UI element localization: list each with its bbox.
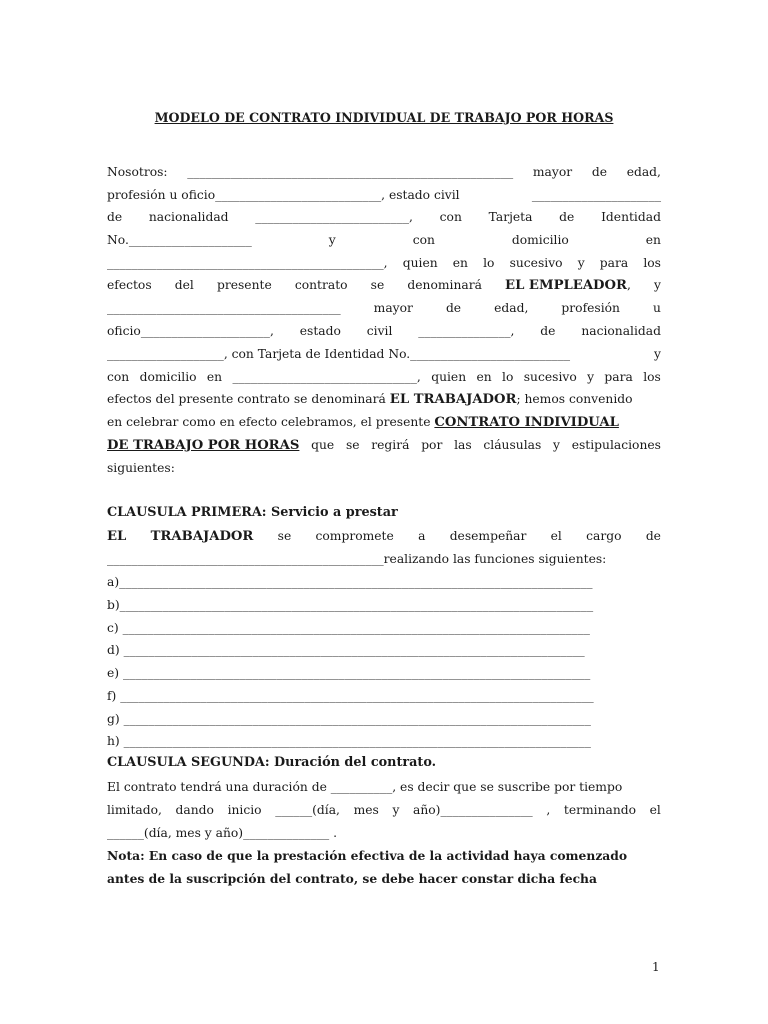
- text: en: [476, 370, 492, 384]
- text: se: [345, 438, 360, 452]
- text: de: [445, 301, 462, 315]
- text: nacionalidad: [148, 210, 229, 224]
- text: lo: [502, 370, 514, 384]
- clause-two-line-3: ______(día, mes y año)______________ .: [107, 826, 338, 840]
- para1-line-10: [107, 369, 661, 385]
- text: estipulaciones: [571, 438, 661, 452]
- text: en: [452, 256, 468, 270]
- function-line-c: c) ____________________________________________________________________________: [107, 621, 590, 635]
- text: compromete: [315, 529, 394, 543]
- text: en: [645, 233, 661, 247]
- para1-line-5: [107, 255, 661, 271]
- para1-line-4: [107, 232, 661, 248]
- bold-term: EL: [107, 529, 127, 544]
- text: se: [370, 278, 385, 292]
- blank-field: ______________________________,: [232, 370, 421, 384]
- text: nacionalidad: [581, 324, 661, 338]
- text: ; hemos convenido: [516, 392, 633, 406]
- para1-line-13: [107, 437, 661, 454]
- blank-name-worker: ______________________________________: [107, 301, 341, 315]
- clause-two-line-1: El contrato tendrá una duración de __________, es decir que se suscribe por tiempo: [107, 780, 623, 794]
- function-line-h: h) ____________________________________________________________________________: [107, 734, 591, 748]
- text: y: [653, 278, 661, 292]
- clause-one-line-1: [107, 528, 661, 545]
- text: y: [654, 347, 661, 361]
- blank-date-start: año)_______________: [413, 803, 533, 817]
- text: estado: [299, 324, 341, 338]
- text: efectos del presente contrato se denominará: [107, 392, 386, 406]
- para1-line-14: siguientes:: [107, 461, 175, 475]
- text: con: [412, 233, 435, 247]
- function-line-b: b)_____________________________________________________________________________: [107, 598, 594, 612]
- text: del: [174, 278, 194, 292]
- text: los: [643, 370, 661, 384]
- text: en: [206, 370, 223, 384]
- function-line-d: d) ___________________________________________________________________________: [107, 643, 585, 657]
- text: por: [421, 438, 443, 452]
- text: de: [540, 324, 556, 338]
- para1-line-7: [107, 300, 661, 316]
- text: quien: [402, 256, 438, 270]
- bold-term-contract: CONTRATO INDIVIDUAL: [434, 415, 619, 430]
- text: lo: [483, 256, 495, 270]
- para1-line-2: [107, 187, 661, 203]
- blank-field: No.____________________: [107, 233, 252, 247]
- text: ___________________, con Tarjeta de Identidad No.__________________________: [107, 347, 571, 361]
- page-number: 1: [652, 960, 660, 974]
- text: los: [643, 256, 661, 270]
- text: dando: [175, 803, 214, 817]
- para1-line-8: [107, 323, 661, 339]
- text: mes: [353, 803, 379, 817]
- text: de: [645, 529, 661, 543]
- para1-line-9: [107, 346, 661, 362]
- text: y: [553, 438, 560, 452]
- note-line-1: Nota: En caso de que la prestación efectiva de la actividad haya comenzado: [107, 848, 628, 863]
- function-line-f: f) _____________________________________________________________________________: [107, 689, 594, 703]
- para1-line-3: [107, 209, 661, 225]
- text: edad,: [626, 165, 661, 179]
- note-line-2: antes de la suscripción del contrato, se debe hacer constar dicha fecha: [107, 871, 597, 886]
- text: terminando: [563, 803, 637, 817]
- text: y: [328, 233, 336, 247]
- text: y: [392, 803, 400, 817]
- text: y: [587, 370, 595, 384]
- text: Nosotros:: [107, 165, 168, 179]
- clause-two-line-2: [107, 802, 661, 818]
- text: inicio: [227, 803, 262, 817]
- text: con: [439, 210, 462, 224]
- text: de: [559, 210, 575, 224]
- para1-line-12: [107, 414, 661, 431]
- text: el: [649, 803, 661, 817]
- text: de: [591, 165, 607, 179]
- text: contrato: [294, 278, 348, 292]
- bold-term-employer: EL EMPLEADOR: [505, 278, 627, 293]
- para1-line-11: [107, 391, 661, 408]
- text: civil: [366, 324, 393, 338]
- text: regirá: [371, 438, 410, 452]
- blank-name-employer: _____________________________________________________: [187, 165, 514, 179]
- text: quien: [431, 370, 467, 384]
- text: sucesivo: [523, 370, 577, 384]
- document-title: MODELO DE CONTRATO INDIVIDUAL DE TRABAJO POR HORAS: [154, 110, 614, 125]
- text: y: [577, 256, 585, 270]
- text: con: [107, 370, 130, 384]
- blank-field: _________________________,: [255, 210, 413, 224]
- text: Tarjeta: [488, 210, 533, 224]
- text: domicilio: [139, 370, 197, 384]
- function-line-g: g) ____________________________________________________________________________: [107, 712, 591, 726]
- text: domicilio: [511, 233, 569, 247]
- text: de: [107, 210, 123, 224]
- para1-line-1: [107, 164, 661, 180]
- text: para: [599, 256, 629, 270]
- clause-one-line-2: _____________________________________________realizando las funciones siguientes:: [107, 552, 607, 566]
- clause-two-heading: CLAUSULA SEGUNDA: Duración del contrato.: [107, 755, 437, 770]
- text: u: [653, 301, 661, 315]
- text: limitado,: [107, 803, 162, 817]
- text: ,: [546, 803, 551, 817]
- para1-line-6: [107, 277, 661, 294]
- clause-one-heading: CLAUSULA PRIMERA: Servicio a prestar: [107, 505, 398, 520]
- text: mayor: [373, 301, 413, 315]
- text: profesión: [561, 301, 620, 315]
- text: ,: [626, 278, 631, 292]
- text: el: [550, 529, 562, 543]
- text: mayor: [532, 165, 573, 179]
- text: edad,: [494, 301, 529, 315]
- text: las: [454, 438, 472, 452]
- bold-term-worker: EL TRABAJADOR: [389, 392, 517, 407]
- bold-term-contract-type: DE TRABAJO POR HORAS: [107, 438, 300, 453]
- text: se: [277, 529, 292, 543]
- text: denominará: [407, 278, 482, 292]
- function-line-a: a)_____________________________________________________________________________: [107, 575, 593, 589]
- text: sucesivo: [509, 256, 563, 270]
- text: desempeñar: [449, 529, 527, 543]
- blank-field: oficio_____________________,: [107, 324, 274, 338]
- text: para: [604, 370, 633, 384]
- text: que: [311, 438, 335, 452]
- text: a: [418, 529, 426, 543]
- text: presente: [216, 278, 272, 292]
- text: profesión u oficio___________________________, estado civil: [107, 188, 460, 202]
- function-line-e: e) ____________________________________________________________________________: [107, 666, 591, 680]
- text: Identidad: [601, 210, 661, 224]
- text: cláusulas: [483, 438, 542, 452]
- bold-term: TRABAJADOR: [150, 529, 254, 544]
- blank-field: _____________________: [531, 188, 661, 202]
- blank-date-start: ______(día,: [275, 803, 340, 817]
- text: en celebrar como en efecto celebramos, el presente: [107, 415, 431, 429]
- text: cargo: [586, 529, 622, 543]
- blank-field: _______________,: [418, 324, 515, 338]
- blank-field: _____________________________________________,: [107, 256, 388, 270]
- text: efectos: [107, 278, 152, 292]
